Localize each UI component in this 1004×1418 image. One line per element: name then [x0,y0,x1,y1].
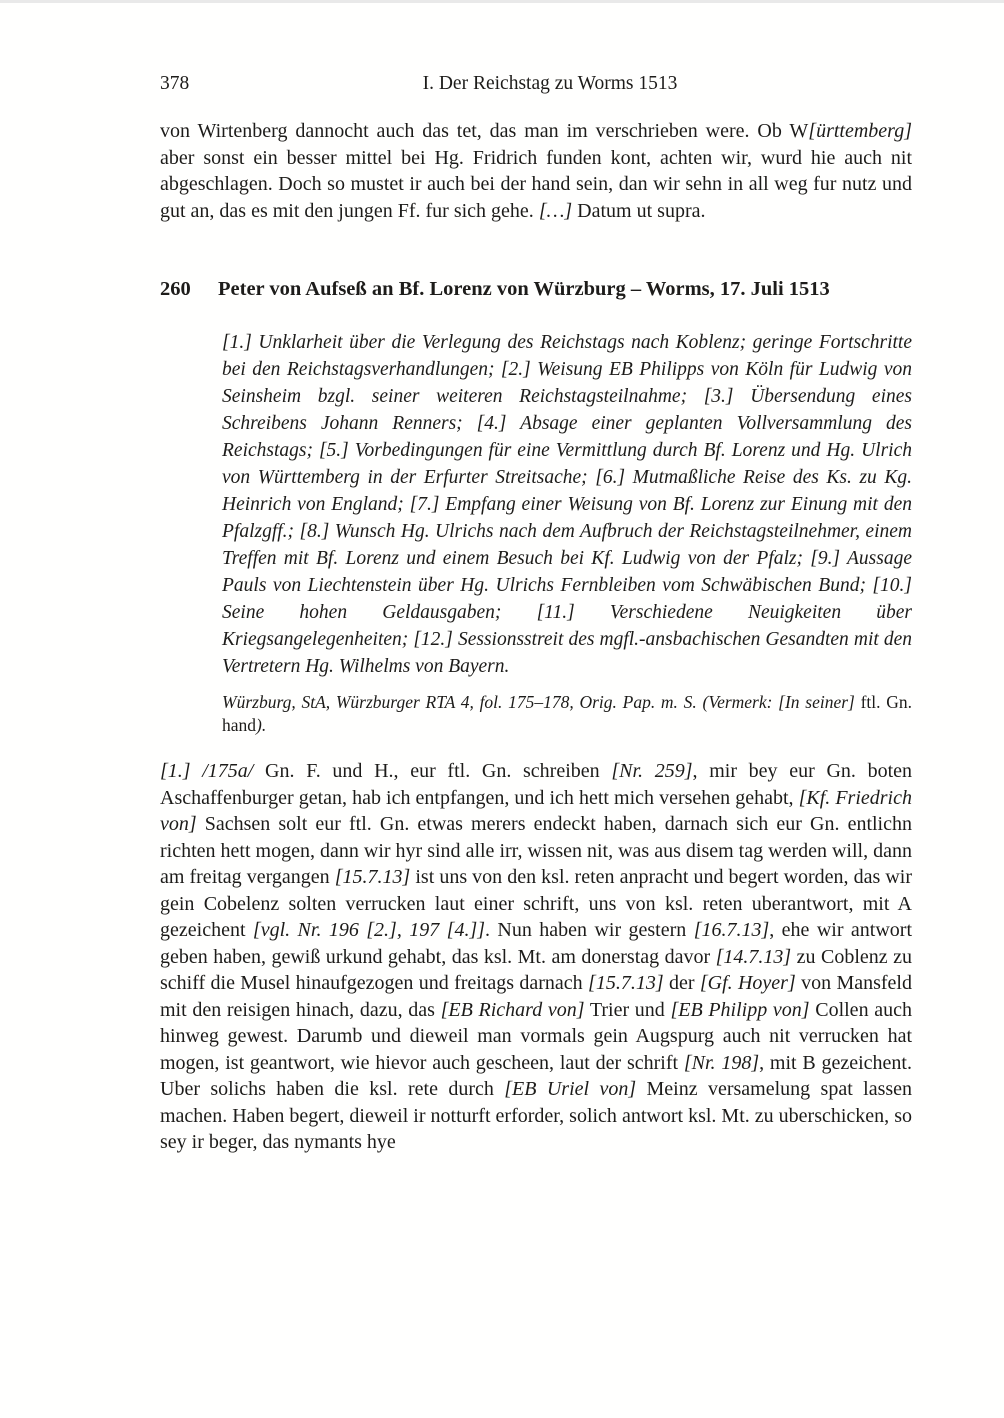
document-number: 260 [160,278,191,300]
continuation-paragraph: von Wirtenberg dannocht auch das tet, das man im verschrieben were. Ob W[ürttemberg] aber sonst ein besser mittel bei Hg. Fridrich funden kont, achten wir, wurd hie auch nit abgeschlagen. Doch so mustet ir auch bei der hand sein, dan wir sehn in all weg fur nutz und gut an, das es mit den jungen Ff. fur sich gehe. […] Datum ut supra. [160,120,912,222]
document-title: Peter von Aufseß an Bf. Lorenz von Würzburg – Worms, 17. Juli 1513 [218,278,830,300]
scan-edge-artifact [0,0,1004,3]
running-head: I. Der Reichstag zu Worms 1513 [422,73,678,94]
document-heading [160,276,912,303]
page-number: 378 [160,73,190,94]
document-summary: [1.] Unklarheit über die Verlegung des Reichstags nach Koblenz; geringe Fortschritte bei den Reichstagsverhandlungen; [2.] Weisung EB Philipps von Köln für Ludwig von Seinsheim bzgl. seiner weiteren Reichstagsteilnahme; [3.] Übersendung eines Schreibens Johann Renners; [4.] Absage einer geplanten Vollversammlung des Reichstags; [5.] Vorbedingungen für eine Vermittlung durch Bf. Lorenz und Hg. Ulrich von Württemberg in der Erfurter Streitsache; [6.] Mutmaßliche Reise des Ks. zu Kg. Heinrich von England; [7.] Empfang einer Weisung von Bf. Lorenz zur Einung mit den Pfalzgff.; [8.] Wunsch Hg. Ulrichs nach dem Aufbruch der Reichstagsteilnehmer, einem Treffen mit Bf. Lorenz und einem Besuch bei Kf. Ludwig von der Pfalz; [9.] Aussage Pauls von Liechtenstein über Hg. Ulrichs Fernbleiben vom Schwäbischen Bund; [10.] Seine hohen Geldausgaben; [11.] Verschiedene Neuigkeiten über Kriegsangelegenheiten; [12.] Sessionsstreit des mgfl.-ansbachischen Gesandten mit den Vertretern Hg. Wilhelms von Bayern. [222,332,912,677]
body-paragraph: [1.] /175a/ Gn. F. und H., eur ftl. Gn. schreiben [Nr. 259], mir bey eur Gn. boten Aschaffenburger getan, hab ich entpfangen, und ich hett mich versehen gehabt, [Kf. Friedrich von] Sachsen solt eur ftl. Gn. etwas merers endeckt haben, darnach sich eur Gn. entlichn richten hett mogen, dann wir hyr sind alle irr, wissen nit, was aus disem tag werden will, dann am freitag vergangen [15.7.13] ist uns von den ksl. reten anpracht und begert worden, das wir gein Cobelenz solten verrucken laut einer schrift, uns von ksl. reten uberantwort, mit A gezeichent [vgl. Nr. 196 [2.], 197 [4.]]. Nun haben wir gestern [16.7.13], ehe wir antwort geben haben, gewiß urkund gehabt, das ksl. Mt. am donerstag davor [14.7.13] zu Coblenz zu schiff die Musel hinaufgezogen und freitags darnach [15.7.13] der [Gf. Hoyer] von Mansfeld mit den reisigen hinach, dazu, das [EB Richard von] Trier und [EB Philipp von] Collen auch hinweg gewest. Darumb und dieweil man vormals gein Augspurg auch nit verrucken hat mogen, ist geantwort, wie hievor auch gescheen, laut der schrift [Nr. 198], mit B gezeichent. Uber solichs haben die ksl. rete durch [EB Uriel von] Meinz versamelung spat lassen machen. Haben begert, dieweil ir notturft erforder, solich antwort ksl. Mt. zu uberschicken, so sey ir beger, das nymants hye [160,760,913,1153]
source-citation: Würzburg, StA, Würzburger RTA 4, fol. 175–178, Orig. Pap. m. S. (Vermerk: [In seiner] ftl. Gn. hand). [222,692,912,735]
page-header [160,72,912,96]
